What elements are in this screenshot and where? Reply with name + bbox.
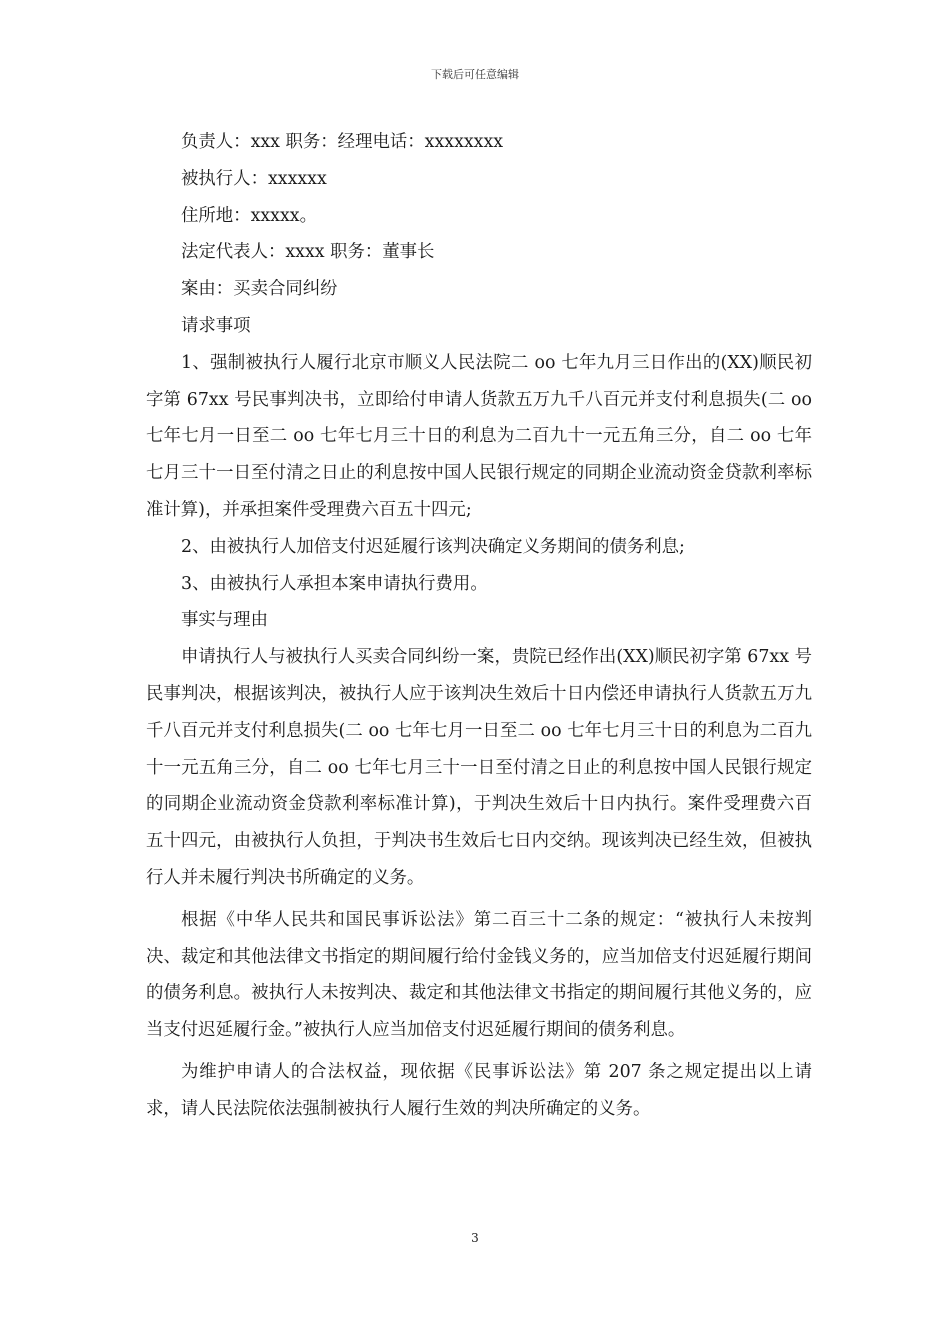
contact-line: 负责人：xxx 职务：经理电话：xxxxxxxx — [181, 132, 504, 152]
address-line: 住所地：xxxxx。 — [181, 205, 317, 226]
request-item-3: 3、由被执行人承担本案申请执行费用。 — [181, 573, 488, 594]
facts-paragraph-2: 根据《中华人民共和国民事诉讼法》第二百三十二条的规定：“被执行人未按判决、裁定和其他法律文书指定的期间履行给付金钱义务的，应当加倍支付迟延履行期间的债务利息。被执行人未按判决、裁定和其他法律文书指定的期间履行其他义务的，应当支付迟延履行金。”被执行人应当加倍支付迟延履行期间的债务利息。 — [146, 909, 812, 1041]
request-item-2: 2、由被执行人加倍支付迟延履行该判决确定义务期间的债务利息; — [181, 536, 685, 557]
page-header: 下载后可任意编辑 — [431, 68, 519, 81]
cause-of-action-line: 案由：买卖合同纠纷 — [181, 279, 338, 300]
legal-representative-line: 法定代表人：xxxx 职务：董事长 — [181, 242, 435, 263]
facts-heading: 事实与理由 — [181, 610, 268, 631]
requests-heading: 请求事项 — [181, 315, 251, 336]
document-body — [146, 124, 812, 1128]
respondent-line: 被执行人：xxxxxx — [181, 168, 327, 189]
page-number: 3 — [471, 1231, 479, 1245]
facts-paragraph-1: 申请执行人与被执行人买卖合同纠纷一案，贵院已经作出(XX)顺民初字第 67xx 号民事判决，根据该判决，被执行人应于该判决生效后十日内偿还申请执行人货款五万九千八百元并支付利息损失(二 oo 七年七月一日至二 oo 七年七月三十日的利息为二百九十一元五角三分，自二 oo 七年七月三十一日至付清之日止的利息按中国人民银行规定的同期企业流动资金贷款利率标准计算)，于判决生效后十日内执行。案件受理费六百五十四元，由被执行人负担，于判决书生效后七日内交纳。现该判决已经生效，但被执行人并未履行判决书所确定的义务。 — [146, 647, 812, 888]
request-item-1: 1、强制被执行人履行北京市顺义人民法院二 oo 七年九月三日作出的(XX)顺民初字第 67xx 号民事判决书，立即给付申请人货款五万九千八百元并支付利息损失(二 oo 七年七月一日至二 oo 七年七月三十日的利息为二百九十一元五角三分，自二 oo 七年七月三十一日至付清之日止的利息按中国人民银行规定的同期企业流动资金贷款利率标准计算)，并承担案件受理费六百五十四元; — [146, 352, 812, 520]
facts-paragraph-3: 为维护申请人的合法权益，现依据《民事诉讼法》第 207 条之规定提出以上请求，请人民法院依法强制被执行人履行生效的判决所确定的义务。 — [146, 1061, 812, 1119]
